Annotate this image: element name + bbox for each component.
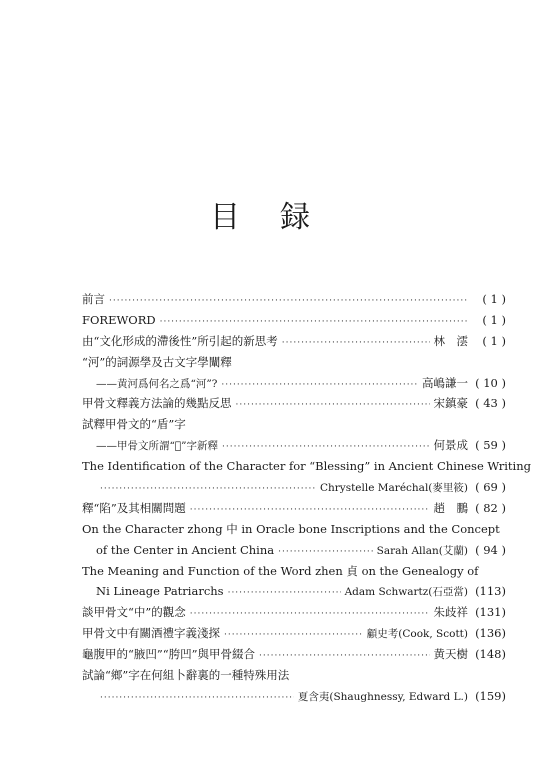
- dot-leader: [190, 500, 430, 521]
- toc-entry[interactable]: [82, 540, 506, 561]
- toc-entry[interactable]: [82, 435, 506, 456]
- toc-entry-title: The Identification of the Character for “Blessing” in Ancient Chinese Writing: [82, 459, 531, 474]
- toc-entry[interactable]: [82, 289, 506, 310]
- dot-leader: [190, 604, 430, 625]
- toc-entry-page: ( 10 ): [475, 375, 506, 390]
- toc-entry-title: 由“文化形成的滯後性”所引起的新思考: [82, 333, 278, 348]
- toc-entry-author: 林 澐: [433, 333, 468, 348]
- toc-entry-page: ( 43 ): [475, 396, 506, 411]
- toc-entry-author: Chrystelle Maréchal(麥里筱): [319, 482, 468, 495]
- toc-title-line[interactable]: [82, 352, 506, 373]
- dot-leader: [109, 291, 468, 312]
- toc-entry-title: 釋“陷”及其相關問題: [82, 500, 186, 515]
- toc-entry[interactable]: [82, 393, 506, 414]
- toc-entry-page: (113): [475, 584, 506, 599]
- toc-entry[interactable]: [82, 331, 506, 352]
- title-char-2: 録: [280, 200, 350, 236]
- toc-entry[interactable]: [82, 623, 506, 644]
- toc-entry-title: 試論“鄉”字在何組卜辭裏的一種特殊用法: [82, 668, 290, 683]
- page-title: [0, 192, 560, 236]
- toc-entry-page: (148): [475, 647, 506, 662]
- toc-entry-page: (136): [475, 626, 506, 641]
- toc-title-line[interactable]: [82, 665, 506, 686]
- toc-entry-author: 顧史考(Cook, Scott): [366, 628, 468, 641]
- toc-entry[interactable]: [82, 373, 506, 394]
- dot-leader: [259, 646, 429, 667]
- toc-title-line[interactable]: [82, 561, 506, 582]
- toc-entry[interactable]: [82, 310, 506, 331]
- toc-entry-author: 趙 鵬: [433, 500, 468, 515]
- dot-leader: [100, 479, 316, 500]
- toc-entry-title: On the Character zhong 中 in Oracle bone Inscriptions and the Concept: [82, 521, 500, 536]
- toc-entry-title: “河”的詞源學及古文字學闡釋: [82, 354, 232, 369]
- toc-entry[interactable]: [82, 477, 506, 498]
- toc-entry-title: ——甲骨文所謂“𩇦”字新釋: [96, 440, 219, 453]
- dot-leader: [222, 437, 429, 458]
- dot-leader: [224, 625, 363, 646]
- toc-entry-author: Sarah Allan(艾蘭): [376, 544, 468, 557]
- toc-entry-author: 夏含夷(Shaughnessy, Edward L.): [297, 690, 468, 703]
- toc-entry-title: Ni Lineage Patriarchs: [96, 584, 224, 599]
- dot-leader: [282, 333, 430, 354]
- toc-entry[interactable]: [82, 602, 506, 623]
- toc-entry[interactable]: [82, 686, 506, 707]
- toc-entry-author: 高嶋謙一: [422, 375, 468, 390]
- toc-entry[interactable]: [82, 498, 506, 519]
- toc-entry-page: ( 69 ): [475, 480, 506, 495]
- toc-entry-author: 朱歧祥: [433, 605, 468, 620]
- dot-leader: [236, 395, 430, 416]
- toc-entry-author: Adam Schwartz(石亞當): [344, 586, 468, 599]
- toc-title-line[interactable]: [82, 414, 506, 435]
- dot-leader: [221, 375, 418, 396]
- table-of-contents: [82, 289, 531, 707]
- toc-entry-page: (159): [475, 688, 506, 703]
- toc-entry-page: ( 1 ): [482, 333, 506, 348]
- toc-entry-page: (131): [475, 605, 506, 620]
- toc-entry-title: 試釋甲骨文的“盾”字: [82, 417, 186, 432]
- dot-leader: [100, 688, 294, 709]
- toc-entry-title: 談甲骨文“中”的觀念: [82, 605, 186, 620]
- toc-entry-title: ——黄河爲何名之爲“河”?: [96, 377, 218, 390]
- toc-entry-page: ( 1 ): [482, 292, 506, 306]
- toc-entry[interactable]: [82, 644, 506, 665]
- dot-leader: [160, 312, 468, 333]
- title-char-1: 目: [210, 200, 280, 236]
- dot-leader: [228, 583, 341, 604]
- toc-entry[interactable]: [82, 581, 506, 602]
- toc-title-line[interactable]: [82, 519, 506, 540]
- toc-entry-title: FOREWORD: [82, 312, 156, 327]
- toc-entry-page: ( 94 ): [475, 542, 506, 557]
- toc-entry-title: 甲骨文中有關酒禮字義淺探: [82, 626, 220, 641]
- toc-entry-title: of the Center in Ancient China: [96, 542, 275, 557]
- toc-entry-page: ( 1 ): [482, 312, 506, 327]
- toc-entry-page: ( 82 ): [475, 500, 506, 515]
- dot-leader: [278, 542, 373, 563]
- toc-title-line[interactable]: [82, 456, 531, 477]
- toc-entry-page: ( 59 ): [475, 438, 506, 453]
- toc-entry-title: 甲骨文釋義方法論的幾點反思: [82, 396, 232, 411]
- toc-entry-author: 宋鎮豪: [433, 396, 468, 411]
- toc-entry-author: 何景成: [433, 438, 468, 453]
- toc-entry-title: 龜腹甲的“腋凹”“胯凹”與甲骨綴合: [82, 647, 256, 662]
- toc-entry-title: 前言: [82, 292, 105, 306]
- toc-entry-author: 黄天樹: [433, 647, 468, 662]
- toc-entry-title: The Meaning and Function of the Word zhen 貞 on the Genealogy of: [82, 563, 479, 578]
